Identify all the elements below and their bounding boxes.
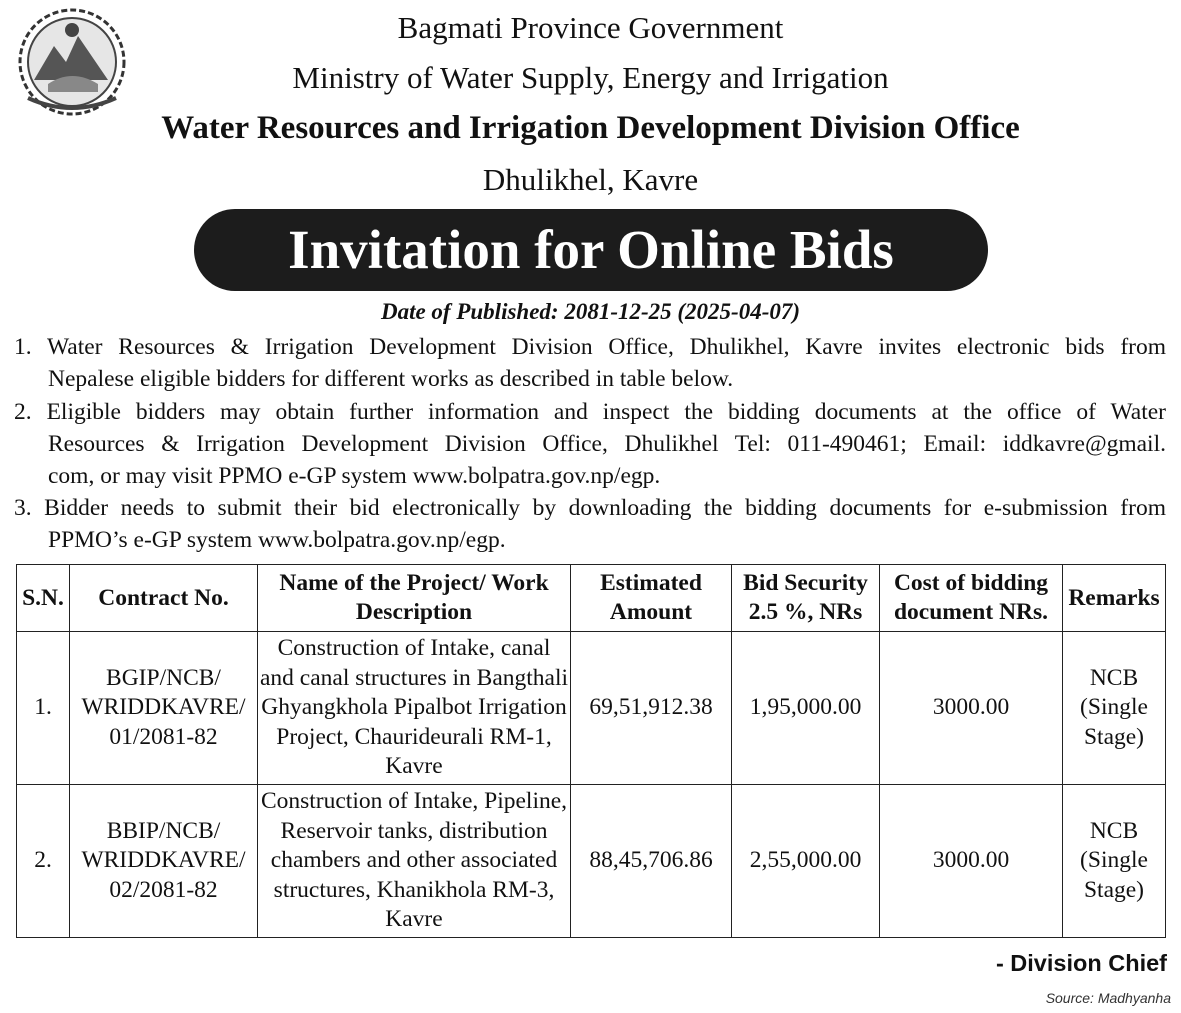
cell-remarks: NCB (Single Stage) [1063, 632, 1166, 785]
cell-contract: BGIP/NCB/ WRIDDKAVRE/ 01/2081-82 [70, 632, 258, 785]
cell-cost: 3000.00 [880, 785, 1063, 938]
paragraph-line: 2. Eligible bidders may obtain further information and inspect the bidding documents at the office of Water [14, 399, 1166, 425]
cell-security: 2,55,000.00 [732, 785, 880, 938]
table-row [17, 785, 1166, 938]
paragraph-2 [14, 396, 1166, 492]
cell-sn: 1. [17, 632, 70, 785]
signer: - Division Chief [995, 950, 1167, 976]
publication-date: Date of Published: 2081-12-25 (2025-04-07) [380, 299, 801, 324]
table-row [17, 632, 1166, 785]
cell-cost: 3000.00 [880, 632, 1063, 785]
cell-contract: BBIP/NCB/ WRIDDKAVRE/ 02/2081-82 [70, 785, 258, 938]
bids-table [16, 564, 1166, 938]
paragraph-line: Resources & Irrigation Development Division Office, Dhulikhel Tel: 011-490461; Email: iddkavre@gmail. [48, 431, 1166, 457]
office-location: Dhulikhel, Kavre [482, 162, 699, 197]
col-contract: Contract No. [70, 565, 258, 632]
ministry-title: Ministry of Water Supply, Energy and Irrigation [292, 60, 889, 95]
paragraph-1 [14, 331, 1166, 395]
cell-estimated: 88,45,706.86 [571, 785, 732, 938]
cell-project: Construction of Intake, Pipeline, Reservoir tanks, distribution chambers and other associated structures, Khanikhola RM-3, Kavre [258, 785, 571, 938]
province-title: Bagmati Province Government [397, 10, 784, 45]
col-sn: S.N. [17, 565, 70, 632]
col-project: Name of the Project/ Work Description [258, 565, 571, 632]
paragraph-line: PPMO’s e-GP system www.bolpatra.gov.np/egp. [48, 527, 506, 553]
office-title: Water Resources and Irrigation Development Division Office [161, 110, 1020, 146]
cell-security: 1,95,000.00 [732, 632, 880, 785]
paragraph-line: 1. Water Resources & Irrigation Development Division Office, Dhulikhel, Kavre invites electronic bids from [14, 334, 1166, 360]
paragraph-3 [14, 492, 1166, 556]
cell-sn: 2. [17, 785, 70, 938]
col-remarks: Remarks [1063, 565, 1166, 632]
col-estimated: Estimated Amount [571, 565, 732, 632]
source-credit: Source: Madhyanha [1045, 990, 1171, 1006]
col-cost: Cost of bidding document NRs. [880, 565, 1063, 632]
notice-banner: Invitation for Online Bids [194, 209, 988, 291]
paragraph-line: com, or may visit PPMO e-GP system www.bolpatra.gov.np/egp. [48, 463, 661, 489]
cell-estimated: 69,51,912.38 [571, 632, 732, 785]
table-header-row [17, 565, 1166, 632]
paragraph-line: Nepalese eligible bidders for different works as described in table below. [48, 366, 734, 392]
cell-project: Construction of Intake, canal and canal structures in Bangthali Ghyangkhola Pipalbot Irrigation Project, Chaurideurali RM-1, Kavre [258, 632, 571, 785]
cell-remarks: NCB (Single Stage) [1063, 785, 1166, 938]
paragraph-line: 3. Bidder needs to submit their bid electronically by downloading the bidding documents for e-submission from [14, 495, 1166, 521]
col-security: Bid Security 2.5 %, NRs [732, 565, 880, 632]
